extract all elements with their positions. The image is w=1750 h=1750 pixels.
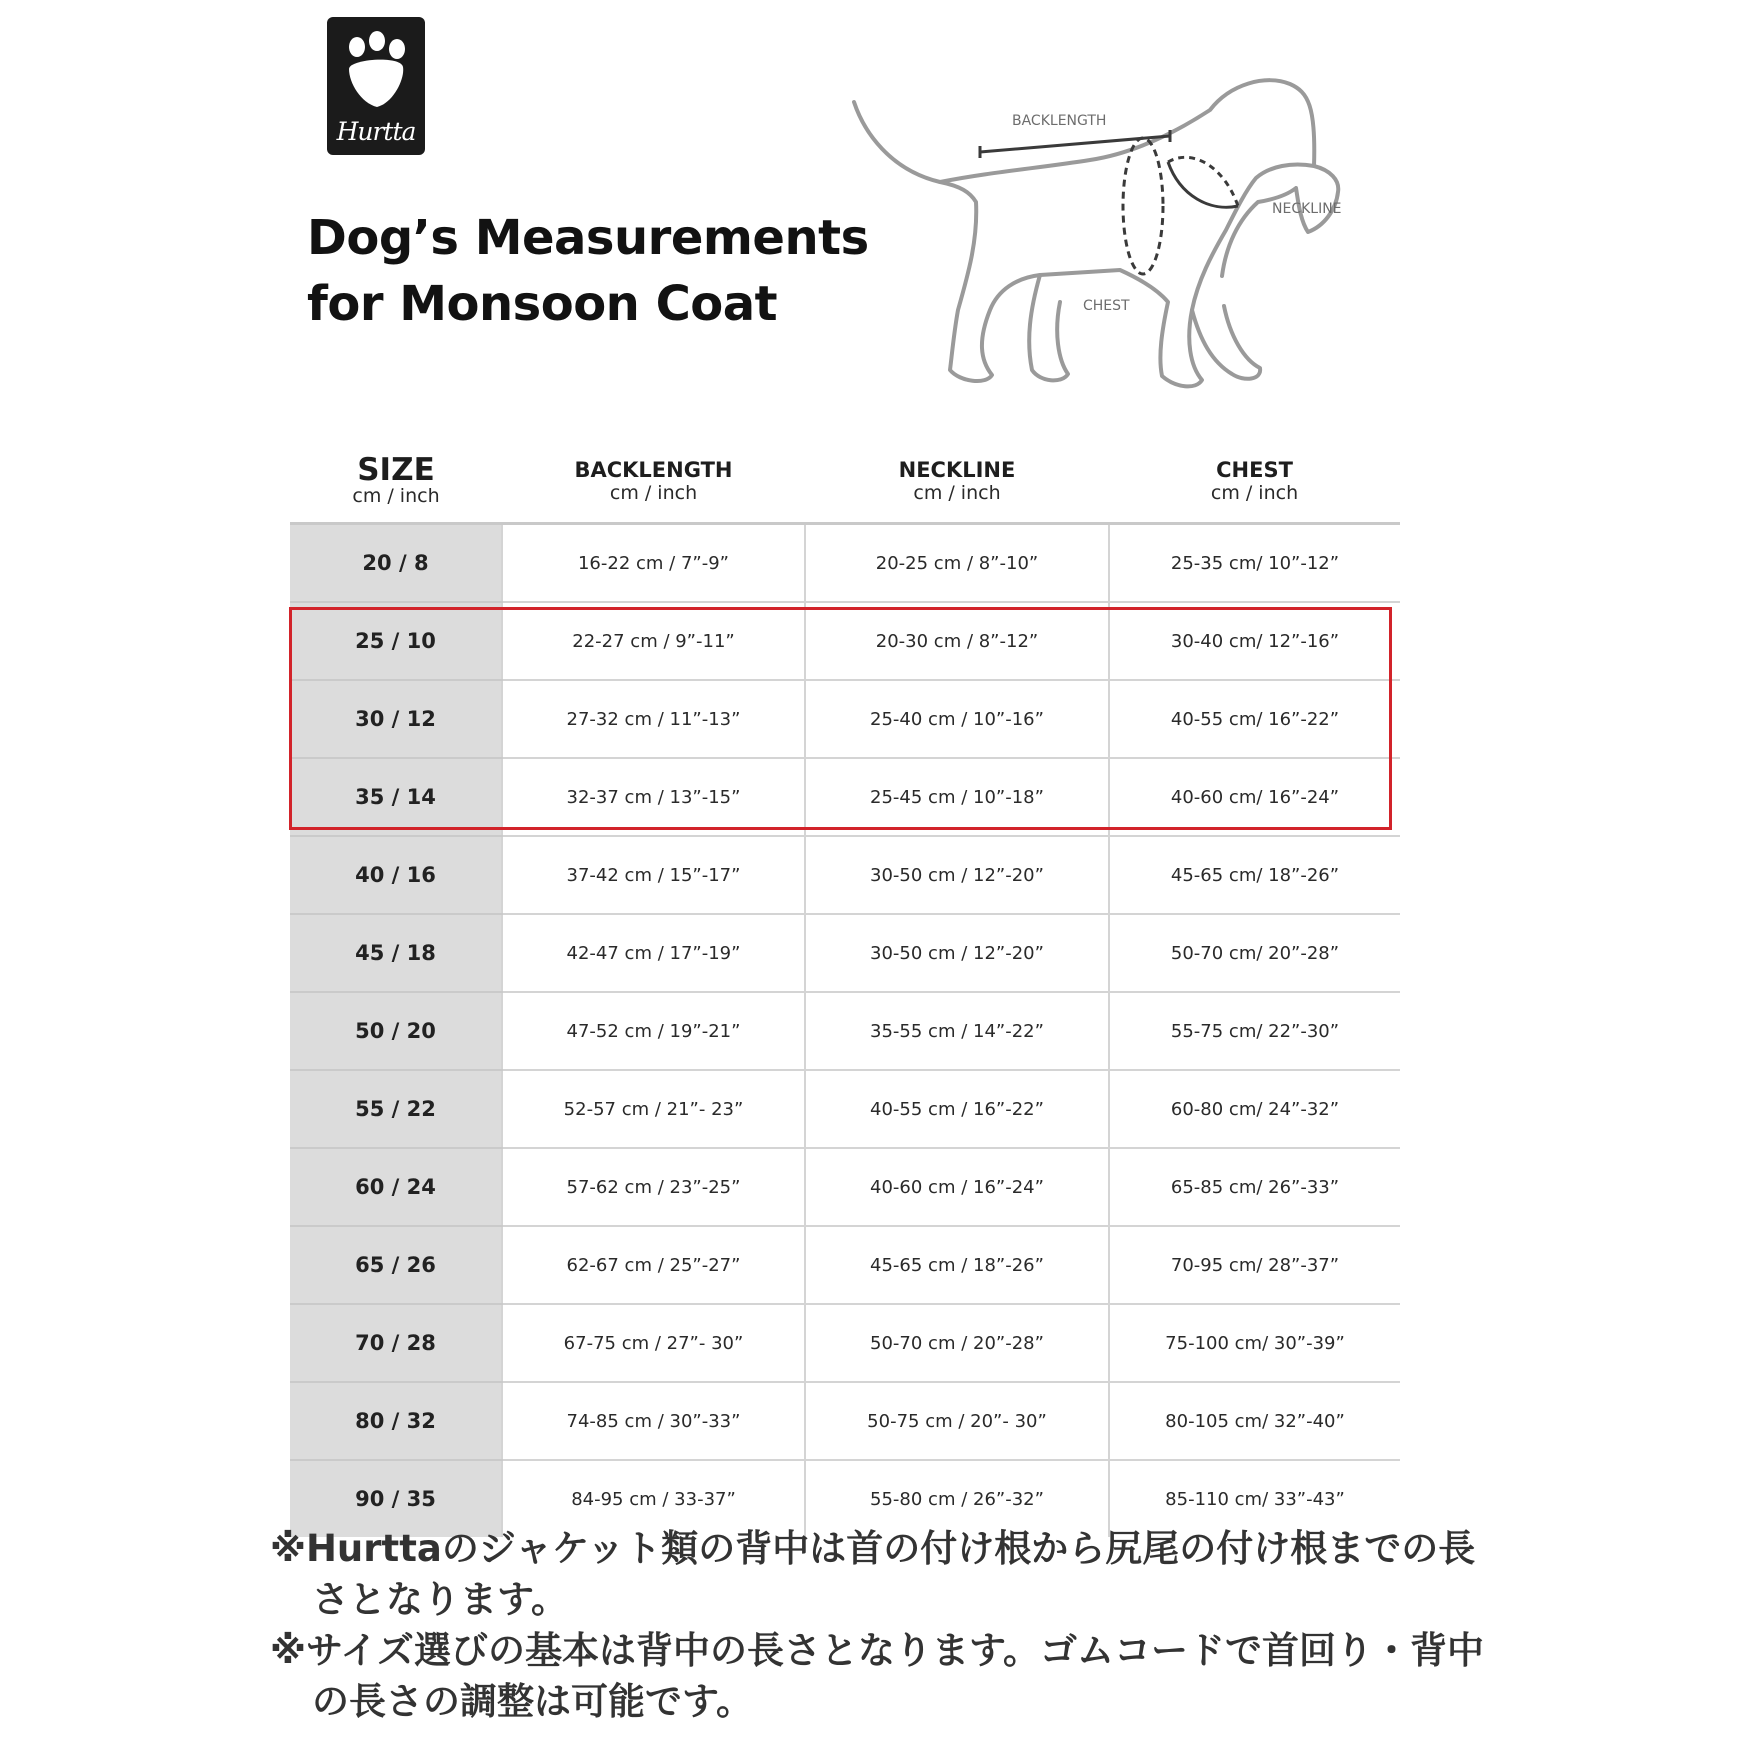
cell-neckline: 20-25 cm / 8”-10” (805, 524, 1109, 603)
header-sub: cm / inch (609, 482, 698, 504)
title-line-2: for Monsoon Coat (307, 276, 778, 332)
dog-outline (840, 70, 1380, 420)
notes (270, 1523, 1490, 1727)
header-main: SIZE (357, 452, 435, 488)
cell-chest: 80-105 cm/ 32”-40” (1109, 1382, 1400, 1460)
cell-neckline: 35-55 cm / 14”-22” (805, 992, 1109, 1070)
header-backlength (502, 440, 805, 524)
table-row (290, 680, 1400, 758)
header-main: BACKLENGTH (574, 458, 733, 482)
cell-backlength: 16-22 cm / 7”-9” (502, 524, 805, 603)
cell-size: 50 / 20 (290, 992, 502, 1070)
cell-size: 45 / 18 (290, 914, 502, 992)
cell-chest: 40-60 cm/ 16”-24” (1109, 758, 1400, 836)
cell-size: 25 / 10 (290, 602, 502, 680)
cell-neckline: 45-65 cm / 18”-26” (805, 1226, 1109, 1304)
table-row (290, 1382, 1400, 1460)
cell-neckline: 55-80 cm / 26”-32” (805, 1460, 1109, 1537)
cell-neckline: 25-45 cm / 10”-18” (805, 758, 1109, 836)
header-main: CHEST (1216, 458, 1293, 482)
cell-chest: 30-40 cm/ 12”-16” (1109, 602, 1400, 680)
table-row (290, 914, 1400, 992)
cell-neckline: 25-40 cm / 10”-16” (805, 680, 1109, 758)
cell-chest: 50-70 cm/ 20”-28” (1109, 914, 1400, 992)
page-title (307, 205, 869, 337)
cell-neckline: 50-75 cm / 20”- 30” (805, 1382, 1109, 1460)
cell-size: 35 / 14 (290, 758, 502, 836)
cell-chest: 40-55 cm/ 16”-22” (1109, 680, 1400, 758)
cell-neckline: 30-50 cm / 12”-20” (805, 914, 1109, 992)
cell-chest: 25-35 cm/ 10”-12” (1109, 524, 1400, 603)
table-row (290, 1226, 1400, 1304)
label-neckline: NECKLINE (1272, 201, 1342, 217)
size-table (290, 440, 1400, 1537)
note-1: ※Hurttaのジャケット類の背中は首の付け根から尻尾の付け根までの長さとなります。 (270, 1527, 1476, 1621)
cell-backlength: 27-32 cm / 11”-13” (502, 680, 805, 758)
cell-backlength: 74-85 cm / 30”-33” (502, 1382, 805, 1460)
table-row (290, 992, 1400, 1070)
cell-size: 55 / 22 (290, 1070, 502, 1148)
cell-chest: 70-95 cm/ 28”-37” (1109, 1226, 1400, 1304)
table-row (290, 836, 1400, 914)
header-main: NECKLINE (898, 458, 1016, 482)
cell-backlength: 37-42 cm / 15”-17” (502, 836, 805, 914)
cell-size: 30 / 12 (290, 680, 502, 758)
cell-backlength: 52-57 cm / 21”- 23” (502, 1070, 805, 1148)
cell-chest: 55-75 cm/ 22”-30” (1109, 992, 1400, 1070)
cell-neckline: 40-55 cm / 16”-22” (805, 1070, 1109, 1148)
cell-backlength: 32-37 cm / 13”-15” (502, 758, 805, 836)
cell-size: 20 / 8 (290, 524, 502, 603)
cell-size: 90 / 35 (290, 1460, 502, 1537)
cell-neckline: 50-70 cm / 20”-28” (805, 1304, 1109, 1382)
cell-size: 60 / 24 (290, 1148, 502, 1226)
cell-chest: 45-65 cm/ 18”-26” (1109, 836, 1400, 914)
note-2: ※サイズ選びの基本は背中の長さとなります。ゴムコードで首回り・背中の長さの調整は可能です。 (270, 1629, 1485, 1723)
cell-chest: 85-110 cm/ 33”-43” (1109, 1460, 1400, 1537)
cell-size: 65 / 26 (290, 1226, 502, 1304)
table-row (290, 758, 1400, 836)
header-size (290, 440, 502, 524)
header-sub: cm / inch (352, 485, 440, 507)
header-sub: cm / inch (913, 482, 1001, 504)
label-backlength: BACKLENGTH (1012, 113, 1107, 129)
cell-chest: 75-100 cm/ 30”-39” (1109, 1304, 1400, 1382)
cell-neckline: 40-60 cm / 16”-24” (805, 1148, 1109, 1226)
table-row (290, 1070, 1400, 1148)
cell-backlength: 84-95 cm / 33-37” (502, 1460, 805, 1537)
header-chest (1109, 440, 1400, 524)
title-line-1: Dog’s Measurements (307, 210, 869, 266)
header-sub: cm / inch (1210, 482, 1299, 504)
cell-backlength: 62-67 cm / 25”-27” (502, 1226, 805, 1304)
cell-backlength: 22-27 cm / 9”-11” (502, 602, 805, 680)
table-row (290, 1304, 1400, 1382)
table-row (290, 1148, 1400, 1226)
cell-backlength: 67-75 cm / 27”- 30” (502, 1304, 805, 1382)
cell-chest: 60-80 cm/ 24”-32” (1109, 1070, 1400, 1148)
cell-chest: 65-85 cm/ 26”-33” (1109, 1148, 1400, 1226)
table-row (290, 602, 1400, 680)
header-neckline (805, 440, 1109, 524)
table-row (290, 524, 1400, 603)
table-header-row (290, 440, 1400, 524)
cell-backlength: 47-52 cm / 19”-21” (502, 992, 805, 1070)
label-chest: CHEST (1083, 298, 1130, 314)
cell-neckline: 20-30 cm / 8”-12” (805, 602, 1109, 680)
cell-size: 40 / 16 (290, 836, 502, 914)
cell-neckline: 30-50 cm / 12”-20” (805, 836, 1109, 914)
brand-logo (327, 17, 425, 155)
cell-size: 70 / 28 (290, 1304, 502, 1382)
cell-size: 80 / 32 (290, 1382, 502, 1460)
logo-text: Hurtta (336, 117, 416, 146)
cell-backlength: 42-47 cm / 17”-19” (502, 914, 805, 992)
paw-icon (327, 17, 425, 117)
cell-backlength: 57-62 cm / 23”-25” (502, 1148, 805, 1226)
